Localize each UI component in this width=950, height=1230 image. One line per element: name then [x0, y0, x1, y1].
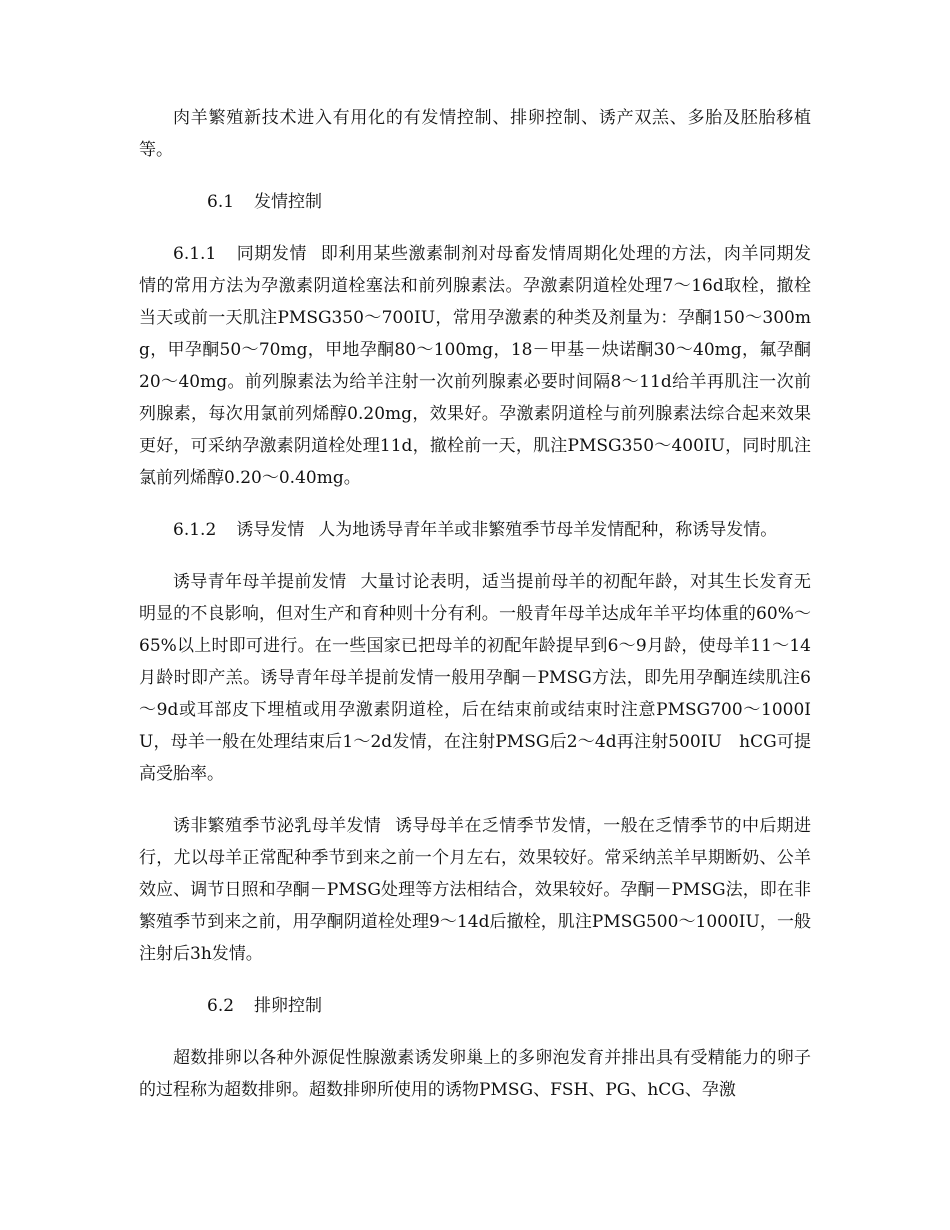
- paragraph-lead: 诱导青年母羊提前发情: [173, 572, 347, 592]
- paragraph-text: 即利用某些激素制剂对母畜发情周期化处理的方法，肉羊同期发情的常用方法为孕激素阴道栓塞法和前列腺素法。孕激素阴道栓处理7～16d取栓，撤栓当天或前一天肌注PMSG350～700IU，常用孕激素的种类及剂量为：孕酮150～300mg，甲孕酮50～70mg，甲地孕酮80～100mg，18－甲基－炔诺酮30～40mg，氟孕酮20～40mg。前列腺素法为给羊注射一次前列腺素必要时间隔8～11d给羊再肌注一次前列腺素，每次用氯前列烯醇0.20mg，效果好。孕激素阴道栓与前列腺素法综合起来效果更好，可采纳孕激素阴道栓处理11d，撤栓前一天，肌注PMSG350～400IU，同时肌注氯前列烯醇0.20～0.40mg。: [139, 244, 812, 488]
- paragraph-text: 诱导母羊在乏情季节发情，一般在乏情季节的中后期进行，尤以母羊正常配种季节到来之前一个月左右，效果较好。常采纳羔羊早期断奶、公羊效应、调节日照和孕酮－PMSG处理等方法相结合，效果较好。孕酮－PMSG法，即在非繁殖季节到来之前，用孕酮阴道栓处理9～14d后撤栓，肌注PMSG500～1000IU，一般注射后3h发情。: [139, 816, 812, 964]
- section-heading-6-2: [139, 990, 811, 1022]
- section-title: 同期发情: [236, 244, 307, 264]
- section-number: 6.1: [207, 192, 235, 212]
- section-number: 6.2: [207, 996, 235, 1016]
- section-title: 发情控制: [254, 192, 323, 212]
- section-number: 6.1.2: [173, 520, 217, 540]
- paragraph-text: 人为地诱导青年羊或非繁殖季节母羊发情配种，称诱导发情。: [318, 520, 778, 540]
- section-title: 诱导发情: [236, 520, 305, 540]
- paragraph-text: 大量讨论表明，适当提前母羊的初配年龄，对其生长发育无明显的不良影响，但对生产和育种则十分有利。一般青年母羊达成年羊平均体重的60%～65%以上时即可进行。在一些国家已把母羊的初配年龄提早到6～9月龄，使母羊11～14月龄时即产羔。诱导青年母羊提前发情一般用孕酮－PMSG方法，即先用孕酮连续肌注6～9d或耳部皮下埋植或用孕激素阴道栓，后在结束前或结束时注意PMSG700～1000IU，母羊一般在处理结束后1～2d发情，在注射PMSG后2～4d再注射500IU hCG可提高受胎率。: [139, 572, 812, 784]
- section-title: 排卵控制: [254, 996, 323, 1016]
- paragraph-6-1-1: [139, 238, 811, 494]
- document-page: [139, 102, 811, 1126]
- paragraph-young-ewe: [139, 566, 811, 790]
- paragraph-non-breeding: [139, 810, 811, 970]
- section-number: 6.1.1: [173, 244, 217, 264]
- paragraph-superovulation: 超数排卵以各种外源促性腺激素诱发卵巢上的多卵泡发育并排出具有受精能力的卵子的过程称为超数排卵。超数排卵所使用的诱物PMSG、FSH、PG、hCG、孕激: [139, 1048, 811, 1100]
- paragraph-lead: 诱非繁殖季节泌乳母羊发情: [173, 816, 382, 836]
- section-heading-6-1: [139, 186, 811, 218]
- paragraph-6-1-2: [139, 514, 811, 546]
- intro-paragraph: 肉羊繁殖新技术进入有用化的有发情控制、排卵控制、诱产双羔、多胎及胚胎移植等。: [139, 108, 811, 160]
